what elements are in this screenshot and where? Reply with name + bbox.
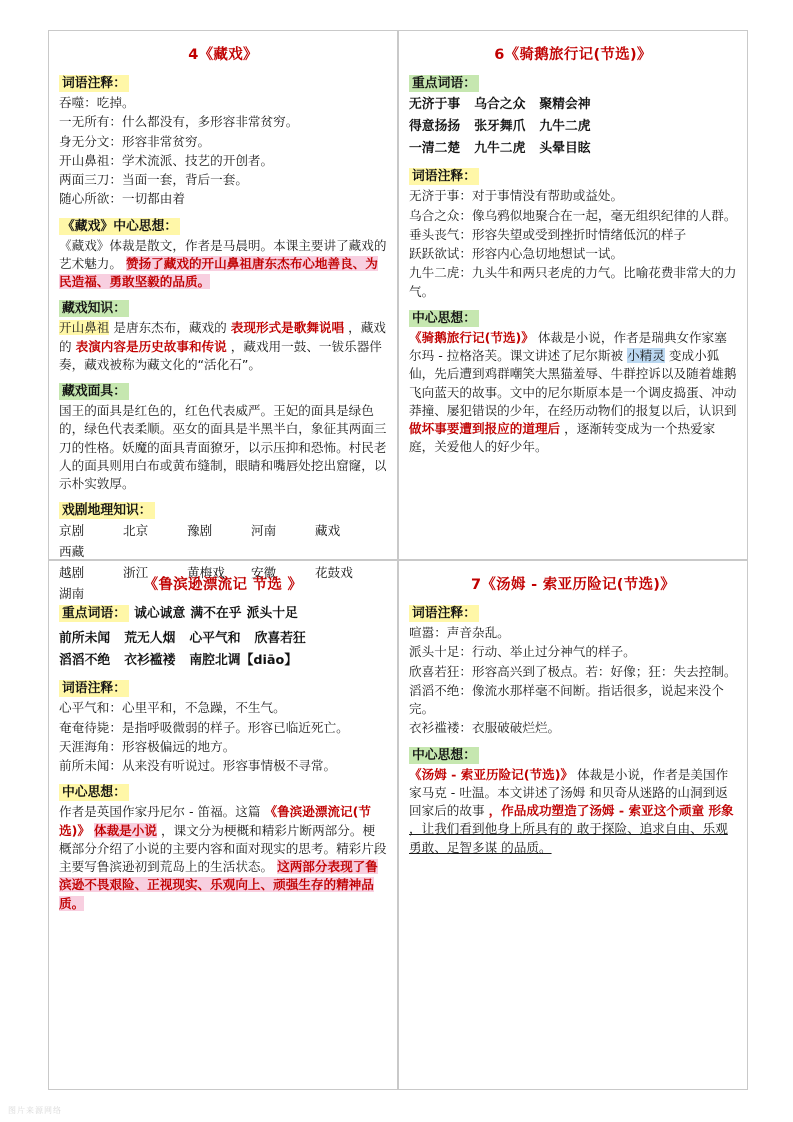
cell-title-robinson: 《鲁滨逊漂流记 节选 》 bbox=[143, 577, 303, 593]
watermark: 图片来源网络 bbox=[8, 1106, 62, 1115]
cell-title-qie: 6《骑鹅旅行记(节选)》 bbox=[494, 47, 652, 63]
grid-cell: 藏戏 bbox=[315, 523, 341, 539]
word-item: 一清二楚 bbox=[409, 140, 461, 156]
note-line: 吞噬：吃掉。 bbox=[59, 95, 135, 110]
grid-cell: 西藏 bbox=[59, 544, 85, 560]
words-row bbox=[59, 650, 387, 672]
note-line: 无济于事：对于事情没有帮助或益处。 bbox=[409, 188, 624, 204]
idea-part-1: 作者是英国作家丹尼尔 - 笛福。这篇 bbox=[59, 804, 261, 820]
word-item: 前所未闻 bbox=[59, 630, 111, 646]
heading-central-idea: 中心思想： bbox=[59, 784, 129, 801]
word-item: 张牙舞爪 bbox=[474, 118, 526, 134]
note-line: 开山鼻祖：学术流派、技艺的开创者。 bbox=[59, 152, 274, 168]
grid-cell: 花鼓戏 bbox=[315, 564, 353, 580]
grid-cell: 湖南 bbox=[59, 585, 85, 601]
central-idea-text bbox=[59, 803, 387, 913]
idea-part-2: 变成小狐仙，先后遭到鸡群嘲笑大黑猫羞辱、牛群控诉以及随着雄鹅飞向蓝天的故事。文中的尼尔斯原本是一个调皮捣蛋、冲动莽撞、屡犯错误的少年，在经历动物们的报复以后，认识到 bbox=[409, 348, 737, 418]
note-line: 派头十足：行动、举止过分神气的样子。 bbox=[409, 644, 636, 660]
note-line: 滔滔不绝：像流水那样毫不间断。指话很多，说起来没个完。 bbox=[409, 682, 724, 716]
note-line: 心平气和：心里平和，不急躁，不生气。 bbox=[59, 700, 286, 716]
note-line: 随心所欲：一切都由着 bbox=[59, 191, 185, 207]
idea-highlight-blue: 小精灵 bbox=[627, 348, 665, 363]
central-idea-text bbox=[59, 237, 387, 292]
note-line: 两面三刀：当面一套，背后一套。 bbox=[59, 172, 248, 187]
knowledge-t1: 是唐东杰布，藏戏的 bbox=[113, 320, 227, 336]
word-notes-list bbox=[59, 699, 387, 775]
grid-row bbox=[59, 521, 387, 563]
word-item: 荒无人烟 bbox=[124, 630, 176, 646]
grid-cell: 黄梅戏 bbox=[187, 564, 225, 580]
note-line: 九牛二虎：九头牛和两只老虎的力气。比喻花费非常大的力气。 bbox=[409, 265, 737, 299]
idea-part-1: 《藏戏》体裁是散文，作者是马晨明。本课主要讲了藏戏的艺术魅力。 bbox=[59, 237, 387, 271]
note-line: 奄奄待毙：是指呼吸微弱的样子。形容已临近死亡。 bbox=[59, 719, 349, 735]
idea-highlight-red: 做坏事要遭到报应的道理后 bbox=[409, 421, 561, 436]
idea-part-3: ，逐渐转变成为一个热爱家庭，关爱他人的好少年。 bbox=[409, 421, 716, 455]
idea-part-1: 体裁是小说，作者是美国作家马克 - 吐温。本文讲述了汤姆 和贝奇从迷路的山洞到返回家后的故事 bbox=[409, 766, 729, 818]
idea-highlight: 这两部分表现了鲁滨逊不畏艰险、正视现实、乐观向上、顽强生存的精神品质。 bbox=[59, 859, 378, 911]
word-item: 满不在乎 bbox=[190, 606, 242, 621]
word-item: 头晕目眩 bbox=[539, 140, 591, 156]
cell-title-zangxi: 4《藏戏》 bbox=[188, 47, 258, 63]
knowledge-form: 表现形式是歌舞说唱 bbox=[230, 320, 345, 336]
zangxi-knowledge-text bbox=[59, 319, 387, 374]
word-notes-list bbox=[409, 187, 737, 301]
word-item: 诚心诚意 bbox=[134, 606, 186, 621]
idea-part-highlight: 赞扬了藏戏的开山鼻祖唐东杰布心地善良、为民造福、勇敢坚毅的品质。 bbox=[59, 255, 378, 289]
heading-opera-geography: 戏剧地理知识： bbox=[59, 502, 155, 519]
words-row bbox=[59, 628, 387, 650]
word-item: 派头十足 bbox=[246, 606, 298, 621]
heading-word-notes: 词语注释： bbox=[409, 605, 479, 622]
word-item: 无济于事 bbox=[409, 97, 461, 112]
idea-part-2: ，让我们看到他身上所具有的 敢于探险、追求自由、乐观勇敢、足智多谋 的品质。 bbox=[409, 821, 728, 855]
central-idea-text bbox=[409, 766, 737, 857]
word-notes-list bbox=[59, 94, 387, 209]
note-line: 跃跃欲试：形容内心急切地想试一试。 bbox=[409, 246, 624, 261]
note-line: 乌合之众：像乌鸦似地聚合在一起，毫无组织纪律的人群。 bbox=[409, 207, 737, 223]
grid-cell: 浙江 bbox=[123, 564, 149, 580]
knowledge-founder: 开山鼻祖 bbox=[59, 320, 110, 336]
note-line: 天涯海角：形容极偏远的地方。 bbox=[59, 738, 236, 754]
heading-key-words: 重点词语： bbox=[59, 605, 129, 622]
word-item: 欣喜若狂 bbox=[254, 630, 306, 646]
knowledge-t3: ，藏戏用一鼓、一钹乐器伴奏，藏戏被称为藏文化的“活化石”。 bbox=[59, 338, 382, 372]
words-row bbox=[409, 94, 737, 116]
idea-part-2: ，课文分为梗概和精彩片断两部分。梗概部分介绍了小说的主要内容和面对现实的思考。精彩片段主要写鲁滨逊初到荒岛上的生活状态。 bbox=[59, 822, 387, 874]
note-line: 前所未闻：从来没有听说过。形容事情极不寻常。 bbox=[59, 758, 337, 773]
idea-title: 《骑鹅旅行记(节选)》 bbox=[409, 329, 534, 345]
word-item: 九牛二虎 bbox=[539, 118, 591, 134]
note-line: 垂头丧气：形容失望或受到挫折时情绪低沉的样子 bbox=[409, 226, 687, 242]
note-line: 一无所有：什么都没有，多形容非常贫穷。 bbox=[59, 114, 299, 130]
note-line: 衣衫褴褛：衣服破破烂烂。 bbox=[409, 720, 561, 736]
heading-masks: 藏戏面具： bbox=[59, 383, 129, 400]
word-item: 南腔北调【diāo】 bbox=[189, 652, 298, 668]
cell-robinson bbox=[49, 560, 398, 1089]
knowledge-content: 表演内容是历史故事和传说 bbox=[75, 338, 227, 354]
knowledge-t2: ，藏戏的 bbox=[59, 320, 386, 354]
word-item: 乌合之众 bbox=[474, 97, 526, 112]
note-line: 身无分文：形容非常贫穷。 bbox=[59, 133, 211, 149]
grid-cell: 北京 bbox=[123, 523, 149, 539]
heading-central-idea: 中心思想： bbox=[409, 310, 479, 327]
idea-part-1: 体裁是小说，作者是瑞典女作家塞尔玛 - 拉格洛芙。课文讲述了尼尔斯被 bbox=[409, 329, 727, 363]
grid-cell: 豫剧 bbox=[187, 523, 213, 539]
word-item: 心平气和 bbox=[189, 630, 241, 646]
grid-cell: 安徽 bbox=[251, 564, 277, 580]
idea-title: 《汤姆 - 索亚历险记(节选)》 bbox=[409, 766, 574, 782]
heading-key-words: 重点词语： bbox=[409, 75, 479, 92]
grid-cell: 京剧 bbox=[59, 523, 85, 539]
cell-tom-sawyer bbox=[398, 560, 747, 1089]
idea-highlight: ，作品成功塑造了汤姆 - 索亚这个顽童 形象 bbox=[488, 803, 734, 818]
note-line: 欣喜若狂：形容高兴到了极点。若：好像；狂：失去控制。 bbox=[409, 663, 737, 679]
word-item: 衣衫褴褛 bbox=[124, 652, 176, 668]
heading-central-idea: 中心思想： bbox=[409, 747, 479, 764]
key-words-list bbox=[409, 94, 737, 159]
central-idea-text bbox=[409, 329, 737, 457]
masks-text: 国王的面具是红色的，红色代表威严。王妃的面具是绿色的，绿色代表柔顺。巫女的面具是半黑半白，象征其两面三刀的性格。妖魔的面具青面獠牙，以示压抑和恐怖。村民老人的面具则用白布或黄布缝制，眼睛和嘴唇处挖出窟窿，以示朴实敦厚。 bbox=[59, 403, 387, 491]
word-notes-list bbox=[409, 624, 737, 738]
words-row bbox=[409, 116, 737, 138]
word-item: 九牛二虎 bbox=[474, 140, 526, 156]
cell-title-tom: 7《汤姆 - 索亚历险记(节选)》 bbox=[470, 577, 676, 593]
heading-zangxi-knowledge: 藏戏知识： bbox=[59, 300, 129, 317]
word-item: 聚精会神 bbox=[539, 97, 591, 112]
grid-cell: 越剧 bbox=[59, 564, 85, 580]
words-row bbox=[409, 138, 737, 160]
notes-table bbox=[48, 30, 748, 1090]
grid-cell: 河南 bbox=[251, 523, 277, 539]
note-line: 喧嚣：声音杂乱。 bbox=[409, 625, 510, 640]
cell-qie bbox=[398, 31, 747, 560]
key-words-list bbox=[59, 628, 387, 672]
idea-title: 《鲁滨逊漂流记(节选)》 bbox=[59, 804, 371, 838]
word-item: 得意扬扬 bbox=[409, 118, 461, 134]
word-item: 滔滔不绝 bbox=[59, 652, 111, 668]
heading-central-idea: 《藏戏》中心思想： bbox=[59, 218, 180, 235]
heading-word-notes: 词语注释： bbox=[59, 75, 129, 92]
heading-word-notes: 词语注释： bbox=[59, 680, 129, 697]
idea-genre: 体裁是小说 bbox=[93, 822, 157, 838]
heading-word-notes: 词语注释： bbox=[409, 168, 479, 185]
